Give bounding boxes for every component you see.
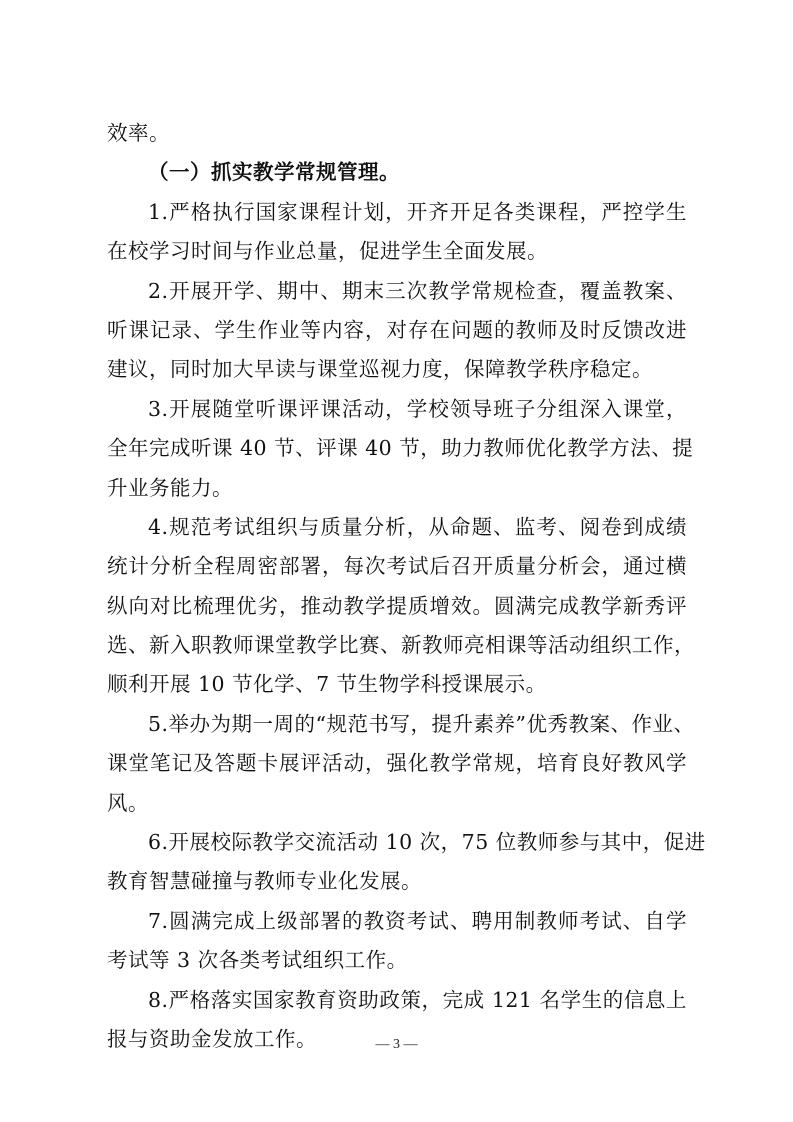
paragraph-line: 升业务能力。	[107, 475, 233, 500]
paragraph-line: 听课记录、学生作业等内容，对存在问题的教师及时反馈改进	[107, 317, 687, 342]
paragraph-line: 在校学习时间与作业总量，促进学生全面发展。	[107, 239, 548, 264]
paragraph-line: 4.规范考试组织与质量分析，从命题、监考、阅卷到成绩	[148, 514, 687, 539]
paragraph-line: 纵向对比梳理优劣，推动教学提质增效。圆满完成教学新秀评	[107, 593, 687, 618]
paragraph-line: 7.圆满完成上级部署的教资考试、聘用制教师考试、自学	[148, 908, 687, 933]
paragraph-line: 建议，同时加大早读与课堂巡视力度，保障教学秩序稳定。	[107, 357, 653, 382]
paragraph-line: 统计分析全程周密部署，每次考试后召开质量分析会，通过横	[107, 554, 687, 579]
document-body	[107, 114, 706, 1059]
paragraph-line: 全年完成听课 40 节、评课 40 节，助力教师优化教学方法、提	[107, 436, 694, 461]
paragraph-line: 顺利开展 10 节化学、7 节生物学科授课展示。	[107, 672, 547, 697]
paragraph-line: 2.开展开学、期中、期末三次教学常规检查，覆盖教案、	[148, 278, 687, 303]
paragraph-line: 5.举办为期一周的“规范书写，提升素养”优秀教案、作业、	[148, 711, 695, 736]
section-heading: （一）抓实教学常规管理。	[148, 160, 400, 185]
paragraph-line: 考试等 3 次各类考试组织工作。	[107, 948, 408, 973]
paragraph-line: 3.开展随堂听课评课活动，学校领导班子分组深入课堂，	[148, 396, 687, 421]
paragraph-line: 6.开展校际教学交流活动 10 次，75 位教师参与其中，促进	[148, 830, 706, 855]
paragraph-line: 8.严格落实国家教育资助政策，完成 121 名学生的信息上	[148, 987, 687, 1012]
paragraph-line: 风。	[107, 790, 149, 815]
paragraph-line: 选、新入职教师课堂教学比赛、新教师亮相课等活动组织工作，	[107, 633, 695, 658]
page-number: — 3 —	[375, 1037, 418, 1052]
paragraph-line: 报与资助金发放工作。	[107, 1026, 317, 1051]
body-line: 效率。	[107, 121, 170, 145]
paragraph-line: 课堂笔记及答题卡展评活动，强化教学常规，培育良好教风学	[107, 751, 687, 776]
paragraph-line: 教育智慧碰撞与教师专业化发展。	[107, 869, 422, 894]
paragraph-line: 1.严格执行国家课程计划，开齐开足各类课程，严控学生	[148, 199, 687, 224]
